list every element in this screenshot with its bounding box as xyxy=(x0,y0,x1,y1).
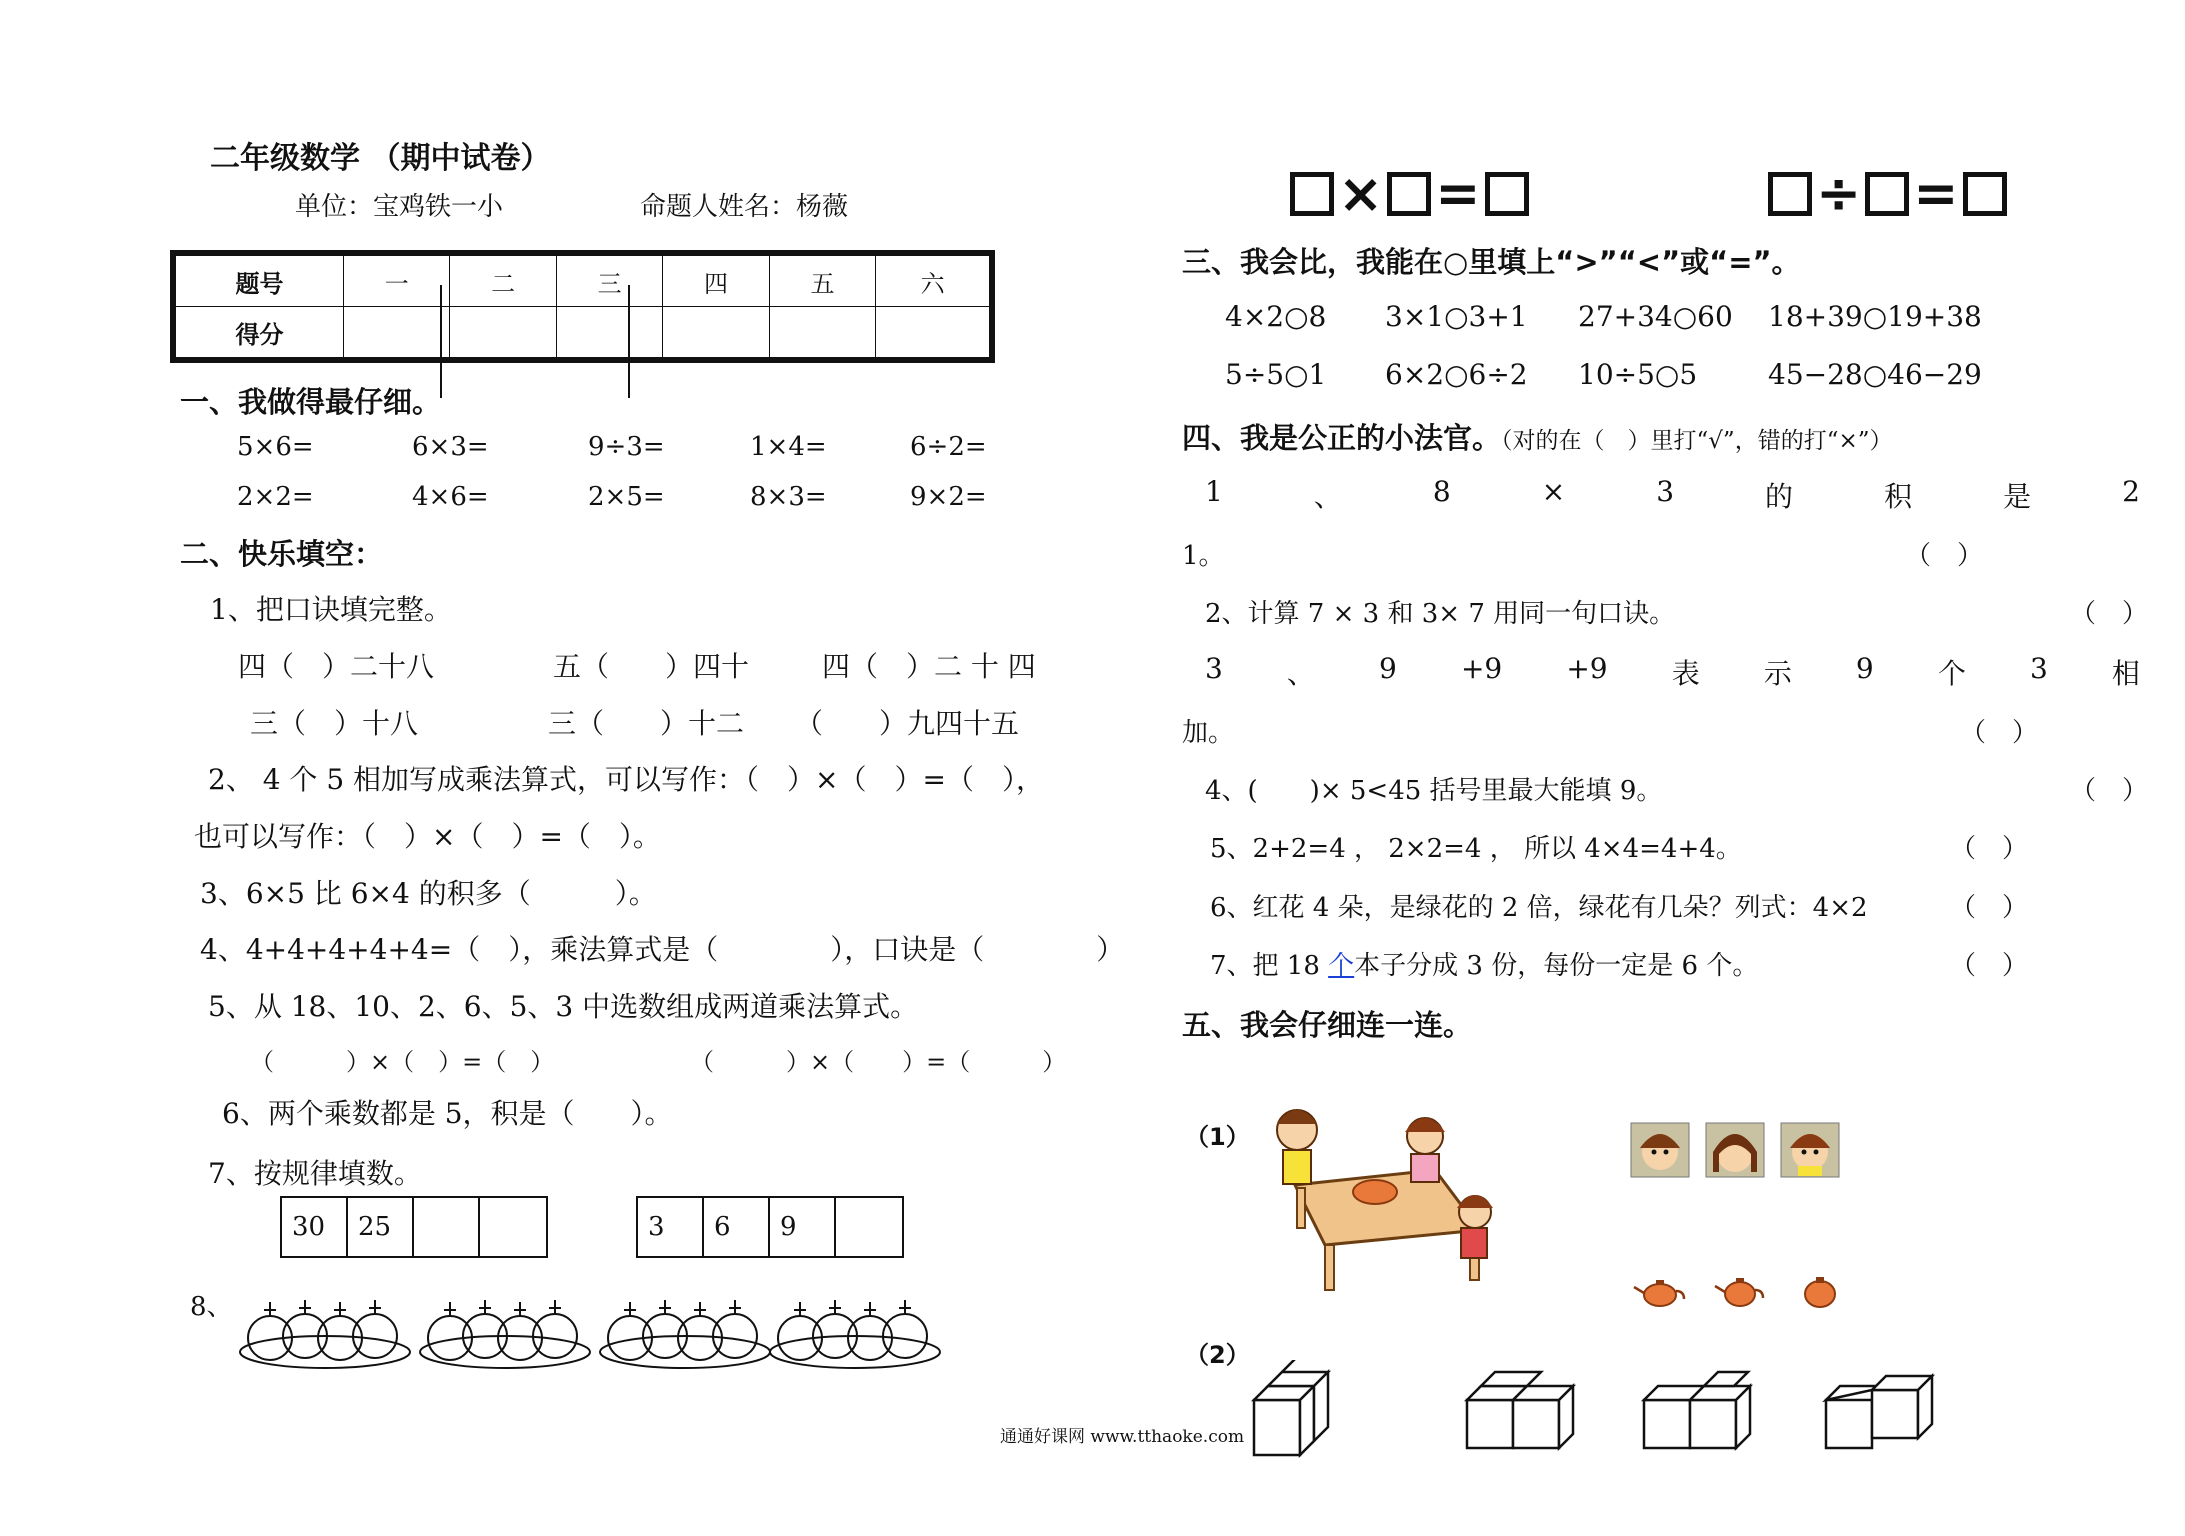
compare-item: 3×1○3+1 xyxy=(1385,300,1528,333)
spread-char: × xyxy=(1541,475,1566,508)
compare-item: 4×2○8 xyxy=(1225,300,1327,333)
spread-char: 示 xyxy=(1763,657,1792,690)
sequence-cell: 25 xyxy=(348,1198,414,1256)
spread-char: 2 xyxy=(2122,475,2140,508)
sequence-cell: 3 xyxy=(638,1198,704,1256)
question-text: 1、把口诀填完整。 xyxy=(210,593,452,626)
matching-label-2: （2） xyxy=(1185,1341,1250,1369)
answer-paren[interactable]: （ ） xyxy=(1950,951,2029,981)
apple-plate-icon xyxy=(240,1300,410,1368)
answer-paren[interactable]: （ ） xyxy=(1905,541,1984,571)
author-name: 命题人姓名：杨薇 xyxy=(640,192,849,222)
answer-paren[interactable]: （ ） xyxy=(2070,776,2149,806)
spread-char: 是 xyxy=(2003,480,2032,513)
matching-label-1: （1） xyxy=(1185,1123,1250,1151)
question-text: 也可以写作：（ ）×（ ）=（ ）。 xyxy=(194,820,661,853)
teapot-icon xyxy=(1712,1272,1768,1310)
cube-stack-icon xyxy=(1822,1360,1947,1452)
judge-q4: 4、( )× 5<45 括号里最大能填 9。 xyxy=(1205,776,1663,806)
blank-box xyxy=(1865,172,1909,216)
judge-q2: 2、计算 7 × 3 和 3× 7 用同一句口诀。 xyxy=(1205,599,1676,629)
calc-item: 5×6= xyxy=(237,432,314,462)
calc-item: 8×3= xyxy=(750,482,827,512)
compare-item: 18+39○19+38 xyxy=(1768,300,1982,333)
question-text: 2、 4 个 5 相加写成乘法算式，可以写作：（ ）×（ ）=（ ）， xyxy=(208,763,1044,796)
child-face-icon xyxy=(1630,1122,1690,1178)
section1-title: 一、我做得最仔细。 xyxy=(180,385,442,419)
judge-q7-post: 本子分成 3 份，每份一定是 6 个。 xyxy=(1354,951,1759,981)
score-cell[interactable] xyxy=(876,307,992,361)
koujue-item: 三（ ）十二 xyxy=(548,707,745,740)
spread-char: 8 xyxy=(1432,475,1451,508)
section4-heading xyxy=(1182,416,1892,457)
calc-item: 9÷3= xyxy=(588,432,665,462)
spread-char: 9 xyxy=(1855,652,1874,685)
score-table xyxy=(170,250,995,363)
question-text: 6、两个乘数都是 5，积是（ ）。 xyxy=(222,1097,673,1130)
sequence-cell: 9 xyxy=(770,1198,836,1256)
score-cell[interactable] xyxy=(663,307,769,361)
koujue-item: 四（ ）二 十 四 xyxy=(822,650,1036,683)
apple-plate-icon xyxy=(420,1300,590,1368)
spread-char: 1 xyxy=(1205,475,1223,508)
score-table-col: 六 xyxy=(876,253,992,307)
spread-char: 、 xyxy=(1313,480,1342,513)
divide-sign: ÷ xyxy=(1816,162,1862,225)
compare-item: 45−28○46−29 xyxy=(1768,358,1982,391)
teapot-icon xyxy=(1800,1272,1840,1310)
multiplication-box-equation xyxy=(1290,162,1529,225)
judge-q3-tail: 加。 xyxy=(1182,718,1235,748)
sequence-cell: 30 xyxy=(282,1198,348,1256)
section2-title: 二、快乐填空： xyxy=(180,537,384,571)
spread-char: +9 xyxy=(1566,652,1608,685)
spread-char: 9 xyxy=(1379,652,1397,685)
cube-stack-icon xyxy=(1640,1360,1755,1452)
teapot-icon xyxy=(1632,1275,1688,1311)
spread-char: 积 xyxy=(1884,480,1913,513)
table-stray-line xyxy=(628,285,630,398)
judge-q1-tail: 1。 xyxy=(1182,541,1225,571)
answer-paren[interactable]: （ ） xyxy=(2070,599,2149,629)
score-table-col: 三 xyxy=(556,253,662,307)
spread-char: 、 xyxy=(1286,657,1315,690)
compare-item: 5÷5○1 xyxy=(1225,358,1327,391)
sequence-cell[interactable] xyxy=(836,1198,902,1256)
child-face-icon xyxy=(1705,1122,1765,1178)
calc-item: 9×2= xyxy=(910,482,987,512)
compare-item: 27+34○60 xyxy=(1578,300,1733,333)
score-cell[interactable] xyxy=(344,307,450,361)
spread-char: +9 xyxy=(1460,652,1503,685)
spread-char: 3 xyxy=(1656,475,1675,508)
equals-sign: = xyxy=(1435,162,1481,225)
question-text: 8、 xyxy=(190,1292,233,1322)
score-cell[interactable] xyxy=(450,307,556,361)
compare-item: 10÷5○5 xyxy=(1578,358,1698,391)
calc-item: 4×6= xyxy=(412,482,489,512)
score-cell[interactable] xyxy=(769,307,875,361)
times-sign: × xyxy=(1338,162,1384,225)
calc-item: 2×2= xyxy=(237,482,314,512)
calc-item: 6×3= xyxy=(412,432,489,462)
section4-note: （对的在（ ）里打“√”，错的打“×”） xyxy=(1501,428,1893,454)
apple-plate-icon xyxy=(600,1300,770,1368)
hyperlink-text[interactable]: 个 xyxy=(1328,951,1355,981)
judge-q7-pre: 7、把 18 xyxy=(1210,951,1329,981)
judge-q5: 5、2+2=4 ， 2×2=4 ， 所以 4×4=4+4。 xyxy=(1210,834,1742,864)
judge-q7 xyxy=(1210,945,1758,982)
question-text: 5、从 18、10、2、6、5、3 中选数组成两道乘法算式。 xyxy=(208,990,919,1023)
score-table-row-label: 得分 xyxy=(173,307,344,361)
sequence-cell[interactable] xyxy=(414,1198,480,1256)
score-table-row-label: 题号 xyxy=(173,253,344,307)
answer-paren[interactable]: （ ） xyxy=(1960,718,2039,748)
judge-q1-spread xyxy=(1205,475,2140,515)
score-table-col: 二 xyxy=(450,253,556,307)
spread-char: 3 xyxy=(1205,652,1223,685)
question-text: 4、4+4+4+4+4=（ ），乘法算式是（ ），口诀是（ ） xyxy=(200,933,1125,966)
score-cell[interactable] xyxy=(556,307,662,361)
blank-expression: （ ）×（ ）=（ ） xyxy=(690,1048,1067,1076)
koujue-item: 四（ ）二十八 xyxy=(238,650,435,683)
children-table-illustration xyxy=(1265,1100,1515,1300)
cube-stack-icon xyxy=(1250,1360,1350,1460)
spread-char: 3 xyxy=(2029,652,2048,685)
compare-item: 6×2○6÷2 xyxy=(1385,358,1528,391)
koujue-item: （ ）九四十五 xyxy=(795,707,1020,740)
sequence-boxes-1 xyxy=(280,1196,548,1258)
sequence-boxes-2 xyxy=(636,1196,904,1258)
koujue-item: 三（ ）十八 xyxy=(250,707,419,740)
spread-char: 的 xyxy=(1765,480,1794,513)
footer-site: 通通好课网 www.tthaoke.com xyxy=(1000,1427,1245,1447)
koujue-item: 五（ ）四十 xyxy=(553,650,750,683)
calc-item: 2×5= xyxy=(588,482,665,512)
score-table-col: 五 xyxy=(769,253,875,307)
question-text: 3、6×5 比 6×4 的积多（ ）。 xyxy=(200,877,657,910)
blank-box xyxy=(1290,172,1334,216)
equals-sign: = xyxy=(1913,162,1959,225)
exam-title: 二年级数学 （期中试卷） xyxy=(210,141,551,176)
division-box-equation xyxy=(1768,162,2007,225)
answer-paren[interactable]: （ ） xyxy=(1950,834,2029,864)
spread-char: 相 xyxy=(2111,657,2140,690)
blank-box xyxy=(1963,172,2007,216)
blank-expression: （ ）×（ ）=（ ） xyxy=(250,1048,555,1076)
section5-title: 五、我会仔细连一连。 xyxy=(1182,1008,1473,1042)
spread-char: 个 xyxy=(1937,657,1966,690)
answer-paren[interactable]: （ ） xyxy=(1950,893,2029,923)
section4-title: 四、我是公正的小法官。 xyxy=(1182,421,1502,455)
child-face-icon xyxy=(1780,1122,1840,1178)
cube-stack-icon xyxy=(1463,1362,1578,1452)
section3-title: 三、我会比，我能在○里填上“>”“<”或“=”。 xyxy=(1182,245,1801,279)
apple-plates-illustration xyxy=(235,1290,945,1380)
question-text: 7、按规律填数。 xyxy=(208,1157,422,1190)
sequence-cell[interactable] xyxy=(480,1198,546,1256)
blank-box xyxy=(1485,172,1529,216)
school-unit: 单位：宝鸡铁一小 xyxy=(295,192,504,222)
score-table-col: 一 xyxy=(344,253,450,307)
blank-box xyxy=(1387,172,1431,216)
blank-box xyxy=(1768,172,1812,216)
judge-q3-spread xyxy=(1205,652,2140,692)
score-table-col: 四 xyxy=(663,253,769,307)
apple-plate-icon xyxy=(770,1300,940,1368)
spread-char: 表 xyxy=(1671,657,1700,690)
sequence-cell: 6 xyxy=(704,1198,770,1256)
calc-item: 6÷2= xyxy=(910,432,987,462)
calc-item: 1×4= xyxy=(750,432,827,462)
judge-q6: 6、红花 4 朵，是绿花的 2 倍，绿花有几朵？列式：4×2 xyxy=(1210,893,1868,923)
